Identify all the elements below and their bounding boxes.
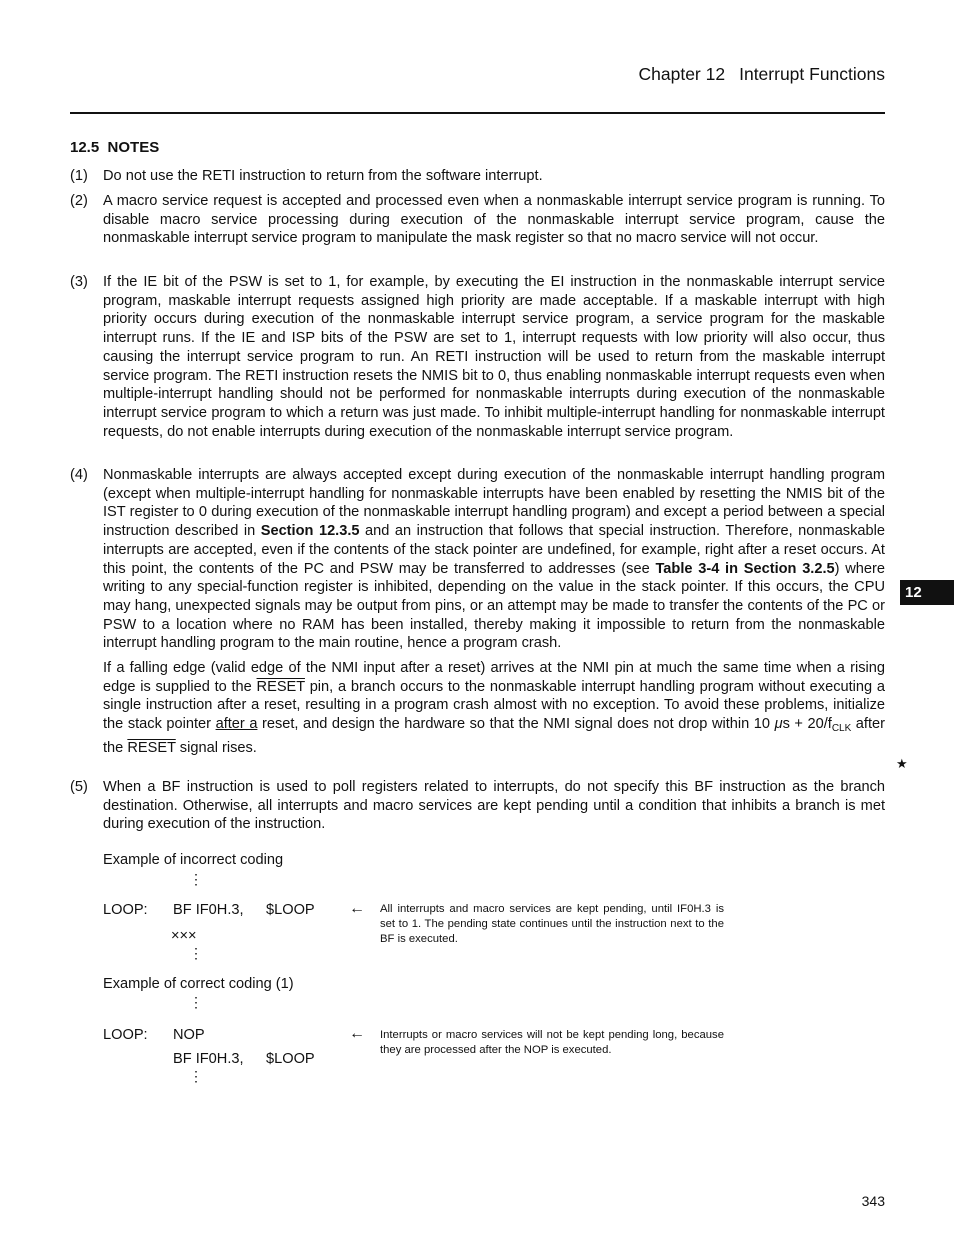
- note-item-5: [70, 778, 885, 834]
- chapter-label: Chapter 12: [638, 64, 726, 84]
- code-instruction: NOP: [173, 1027, 205, 1043]
- note-item-1: [70, 167, 885, 186]
- note-number: (2): [70, 193, 88, 209]
- example-correct-title: Example of correct coding (1): [103, 976, 294, 992]
- underlined-text: after a: [215, 716, 258, 733]
- page-number: 343: [861, 1193, 885, 1209]
- note-item-3: [70, 273, 885, 441]
- note-number: (4): [70, 467, 88, 483]
- reset-signal: RESET: [256, 678, 305, 695]
- section-heading: NOTES: [107, 139, 160, 156]
- note-item-4: [70, 466, 885, 758]
- left-arrow-icon: ←: [349, 900, 365, 917]
- code-operand: $LOOP: [266, 1051, 315, 1067]
- code-instruction: BF IF0H.3,: [173, 902, 244, 918]
- example-incorrect-title: Example of incorrect coding: [103, 852, 284, 868]
- note-number: (1): [70, 168, 88, 184]
- note-paragraph-2: If a falling edge (valid edge of the NMI input after a reset) arrives at the NMI pin at much the same time when a rising edge is supplied to the RESET pin, a branch occurs to the nonmaskable interrupt handling program without executing a single instruction after a reset, resulting in a program crash almost with no exception. To avoid these problems, initialize the stack pointer after a reset, and design the hardware so that the NMI signal does not drop within 10 $\mu s + 20/f_{CLK}$ after the RESET signal rises.: [103, 660, 886, 756]
- code-operand: $LOOP: [266, 902, 315, 918]
- chapter-tab: 12: [900, 580, 954, 605]
- note-paragraph-1: Nonmaskable interrupts are always accepted except during execution of the nonmaskable interrupt handling program (except when multiple-interrupt handling for nonmaskable interrupts have been enabled by resetting the NMIS bit of the IST register to 0 during execution of the nonmaskable interrupt handling program) and except a period between a special instruction described in Section 12.3.5 and an instruction that follows that special instruction. Therefore, nonmaskable interrupts are accepted, even if the contents of the stack pointer are undefined, for example, right after a reset occurs. At this point, the contents of the PC and PSW may be transferred to addresses (see Table 3-4 in Section 3.2.5) where writing to any special-function register is inhibited, depending on the value in the stack pointer. If this occurs, the CPU may hang, unexpected signals may be output from pins, or an attempt may be made to transfer the contents of the PC or PSW to a location where no RAM has been installed, thereby making it impossible to return from the nonmaskable interrupt handling program to the main routine, hence a program crash.: [103, 467, 885, 652]
- section-reference: Section 12.3.5: [260, 523, 360, 540]
- vertical-ellipsis: ⋮: [189, 1068, 203, 1084]
- left-arrow-icon: ←: [349, 1025, 365, 1042]
- page-header: [70, 64, 885, 85]
- vertical-ellipsis: ⋮: [189, 994, 203, 1010]
- example-correct-note: Interrupts or macro services will not be kept pending long, because they are processed after the NOP is executed.: [380, 1029, 724, 1056]
- vertical-ellipsis: ⋮: [189, 871, 203, 887]
- code-label: LOOP:: [103, 1027, 148, 1043]
- note-text: If the IE bit of the PSW is set to 1, for example, by executing the EI instruction in the nonmaskable interrupt service program, maskable interrupt requests assigned high priority are made acceptable. If a maskable interrupt with high priority occurs during execution of the nonmaskable interrupt service program, a service program for the maskable interrupt runs. If the IE and ISP bits of the PSW are set to 1, interrupt requests with low priority will also occur, thus causing the interrupt service program to run. An RETI instruction will be used to return from the maskable interrupt service program. The RETI instruction resets the NMIS bit to 0, thus enabling nonmaskable interrupt requests even when multiple-interrupt handling should not be performed for nonmaskable interrupts during execution of the nonmaskable interrupt service program to which a return was just made. To inhibit multiple-interrupt handling for nonmaskable interrupt requests, do not enable interrupts during execution of the nonmaskable interrupt service program.: [103, 274, 885, 440]
- note-text: Do not use the RETI instruction to return from the software interrupt.: [103, 168, 543, 184]
- note-text: When a BF instruction is used to poll registers related to interrupts, do not specify this BF instruction as the branch destination. Otherwise, all interrupts and macro services are kept pending until a condition that inhibits a branch is met during execution of the instruction.: [103, 779, 885, 833]
- code-instruction: BF IF0H.3,: [173, 1051, 244, 1067]
- code-omitted: ×××: [171, 928, 197, 944]
- star-icon: ★: [896, 756, 908, 771]
- note-number: (5): [70, 779, 88, 795]
- chapter-title: Interrupt Functions: [739, 64, 885, 84]
- note-number: (3): [70, 274, 88, 290]
- vertical-ellipsis: ⋮: [189, 945, 203, 961]
- reset-signal: RESET: [127, 739, 176, 756]
- note-item-2: [70, 192, 885, 248]
- section-number: 12.5: [70, 139, 100, 156]
- example-incorrect-note: All interrupts and macro services are kept pending, until IF0H.3 is set to 1. The pending state continues until the instruction next to the BF is executed.: [380, 903, 724, 945]
- note-text: A macro service request is accepted and processed even when a nonmaskable interrupt service program is running. To disable macro service processing during execution of the nonmaskable interrupt service program, cause the nonmaskable interrupt service program to manipulate the mask register so that no macro service will not occur.: [103, 193, 885, 247]
- code-label: LOOP:: [103, 902, 148, 918]
- header-rule: [70, 112, 885, 114]
- section-title: [70, 139, 159, 156]
- table-reference: Table 3-4 in Section 3.2.5: [655, 560, 835, 577]
